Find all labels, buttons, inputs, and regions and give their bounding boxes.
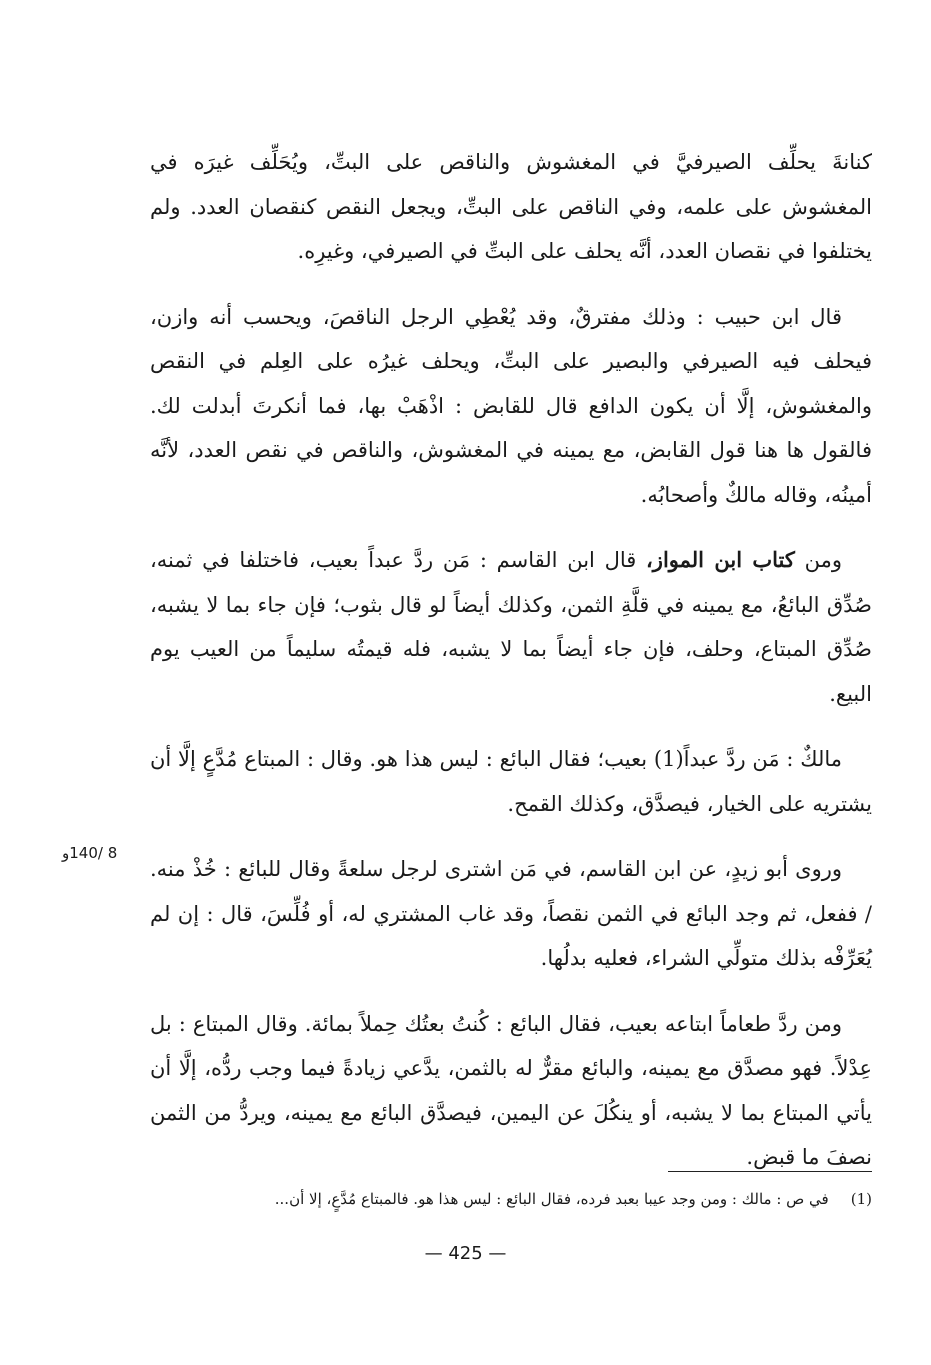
paragraph-1 [150,140,872,274]
paragraph-3-text: قال ابن القاسم : مَن ردَّ عبداً بعيب، فاختلفا في ثمنه، صُدِّق البائعُ، مع يمينه في قلَّةِ الثمن، وكذلك أيضاً لو قال بثوب؛ فإن جاء بما لا يشبه، صُدِّق المبتاع، وحلف، فإن جاء أيضاً بما لا يشبه، فله قيمتُه سليماً من العيب يوم البيع. [150,548,872,706]
manuscript-folio-note: 8 /140و [62,844,118,862]
main-text [150,140,872,1201]
paragraph-5-text: وروى أبو زيدٍ، عن ابن القاسم، في مَن اشترى لرجل سلعةً وقال للبائع : خُذْ منه. / ففعل، ثم وجد البائع في الثمن نقصاً، وقد غاب المشتري له، أو فُلِّسَ، قال : إن لم يُعَرِّفْه بذلك متولِّي الشراء، فعليه بدلُها. [150,857,872,970]
paragraph-5 [150,847,872,981]
paragraph-2-text: قال ابن حبيب : وذلك مفترقٌ، وقد يُعْطِي الرجل الناقصَ، ويحسب أنه وازن، فيحلف فيه الصيرفي والبصير على البتِّ، ويحلف غيرُه على العِلم في النقص والمغشوش، إلَّا أن يكون الدافع قال للقابض : اذْهَبْ بها، فما أنكرتَ أبدلت لك. فالقول ها هنا قول القابض، مع يمينه في المغشوش، والناقص في نقص العدد، لأنَّه أمينُه، وقاله مالكٌ وأصحابُه. [150,304,872,507]
paragraph-3-lead: ومن [794,548,843,572]
paragraph-4-text: مالكٌ : مَن ردَّ عبداً(1) بعيب؛ فقال البائع : ليس هذا هو. وقال : المبتاع مُدَّعٍ إلَّا أن يشتريه على الخيار، فيصدَّق، وكذلك القمح. [150,747,872,816]
paragraph-2 [150,295,872,518]
paragraph-3-book-title: كتاب ابن المواز، [646,547,795,572]
paragraph-4 [150,737,872,826]
footnote-divider [668,1171,872,1172]
page-number: — 425 — [424,1243,507,1264]
paragraph-1-text: كنانةَ يحلِّف الصيرفيَّ في المغشوش والناقص على البتِّ، ويُحَلِّف غيرَه في المغشوش على علمه، وفي الناقص على البتِّ، ويجعل النقص كنقصان العدد. ولم يختلفوا في نقصان العدد، أنَّه يحلف على البتِّ في الصيرفي، وغيرِه. [150,150,872,263]
footnote-text: في ص : مالك : ومن وجد عيبا بعبد فرده، فقال البائع : ليس هذا هو. فالمبتاع مُدَّعٍ، إلا أن... [274,1190,829,1208]
footnote-marker: (1) [850,1190,872,1208]
paragraph-6 [150,1002,872,1180]
paragraph-3 [150,538,872,716]
paragraph-6-text: ومن ردَّ طعاماً ابتاعه بعيب، فقال البائع : كُنتُ بعتُك حِملاً بمائة. وقال المبتاع : بل عِدْلاً. فهو مصدَّق مع يمينه، والبائع مقرٌّ له بالثمن، يدَّعي زيادةً فيما وجب ردُّه، إلَّا أن يأتي المبتاع بما لا يشبه، أو ينكُلَ عن اليمين، فيصدَّق البائع مع يمينه، ويردُّ من الثمن نصفَ ما قبض. [150,1011,872,1169]
footnote [150,1186,872,1212]
